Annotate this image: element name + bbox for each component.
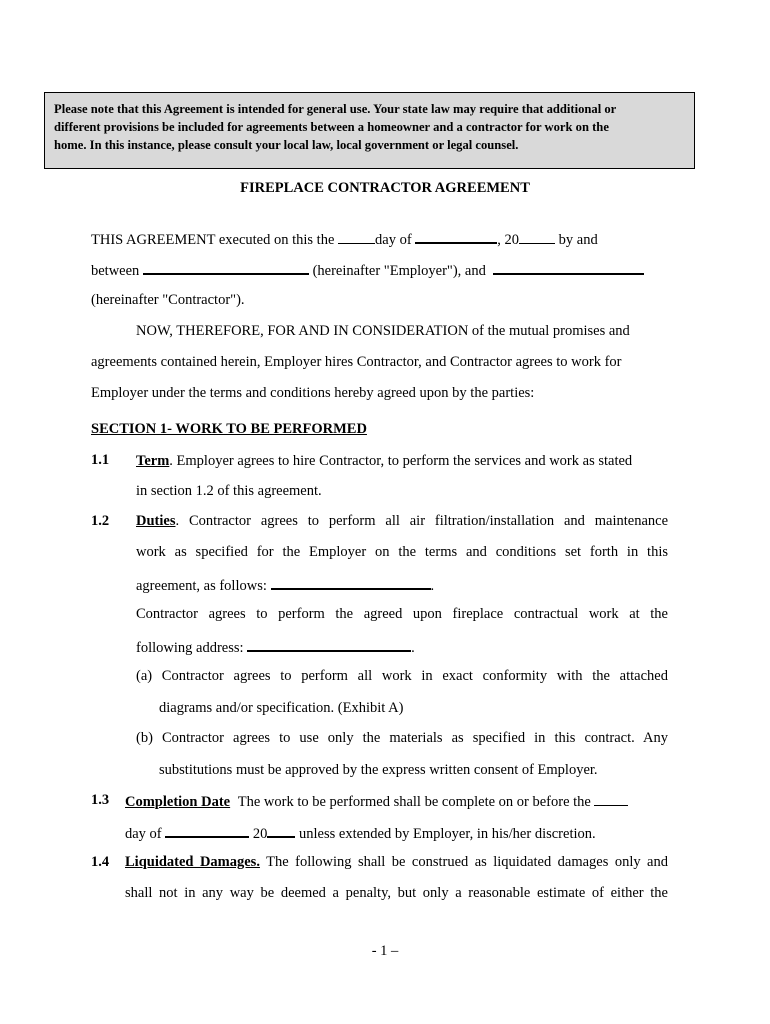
section-1-1-line-1	[136, 452, 632, 470]
section-1-2-line-4: Contractor agrees to perform the agreed upon fireplace contractual work at the	[136, 606, 668, 622]
section-term: Completion Date	[125, 794, 231, 810]
section-text: unless extended by Employer, in his/her discretion.	[299, 826, 596, 842]
section-text: agreement, as follows:	[136, 578, 267, 594]
section-text: 20	[252, 826, 268, 842]
intro-text: day of	[375, 232, 412, 248]
section-number: 1.3	[91, 792, 110, 808]
section-term: Term	[136, 453, 170, 469]
intro-line-3: (hereinafter "Contractor").	[91, 292, 245, 308]
section-1-4-line-1	[125, 854, 668, 871]
notice-line-3: home. In this instance, please consult your local law, local government or legal counsel.	[54, 138, 519, 152]
intro-text: between	[91, 263, 140, 279]
notice-line-1: Please note that this Agreement is intended for general use. Your state law may require that additional or	[54, 102, 617, 116]
intro-line-2	[91, 260, 644, 280]
section-number: 1.2	[91, 513, 110, 529]
section-1-2-b-line-2: substitutions must be approved by the express written consent of Employer.	[159, 762, 598, 778]
section-text: . Employer agrees to hire Contractor, to perform the services and work as stated	[169, 453, 633, 469]
section-1-2-a-line-1: (a) Contractor agrees to perform all work in exact conformity with the attached	[136, 668, 668, 684]
section-1-3-line-1	[125, 792, 628, 811]
work-address-blank[interactable]	[247, 637, 411, 652]
consideration-line-1: NOW, THEREFORE, FOR AND IN CONSIDERATION of the mutual promises and	[136, 323, 630, 339]
section-1-3-line-2	[125, 823, 596, 843]
section-text: The work to be performed shall be complete on or before the	[237, 794, 591, 810]
consideration-line-3: Employer under the terms and conditions hereby agreed upon by the parties:	[91, 385, 535, 401]
section-number: 1.4	[91, 854, 110, 870]
section-1-2-line-2: work as specified for the Employer on the terms and conditions set forth in this	[136, 544, 668, 560]
intro-text: , 20	[497, 232, 520, 248]
page-number: - 1 –	[371, 943, 399, 959]
section-term: Duties	[136, 513, 176, 529]
year-blank[interactable]	[519, 230, 555, 244]
consideration-line-2: agreements contained herein, Employer hires Contractor, and Contractor agrees to work for	[91, 354, 622, 370]
section-1-4-line-2: shall not in any way be deemed a penalty, but only a reasonable estimate of either the	[125, 885, 668, 901]
contractor-name-blank[interactable]	[493, 260, 644, 275]
intro-line-1	[91, 229, 598, 249]
section-text: The following shall be construed as liquidated damages only and	[266, 854, 668, 870]
completion-year-blank[interactable]	[267, 823, 295, 838]
day-blank[interactable]	[338, 230, 375, 244]
employer-name-blank[interactable]	[143, 260, 309, 275]
work-description-blank[interactable]	[271, 575, 431, 590]
intro-text: (hereinafter "Employer"), and	[312, 263, 486, 279]
section-1-2-b-line-1: (b) Contractor agrees to use only the materials as specified in this contract. Any	[136, 730, 668, 746]
section-1-2-line-3: agreement, as follows: .	[136, 575, 434, 595]
section-text: following address:	[136, 640, 244, 656]
month-blank[interactable]	[415, 229, 497, 244]
section-text: . Contractor agrees to perform all air filtration/installation and maintenance	[175, 513, 668, 529]
section-term: Liquidated Damages.	[125, 854, 260, 870]
section-number: 1.1	[91, 452, 110, 468]
section-1-heading: SECTION 1- WORK TO BE PERFORMED	[91, 421, 367, 437]
section-text: day of	[125, 826, 162, 842]
completion-day-blank[interactable]	[594, 792, 628, 806]
section-1-2-a-line-2: diagrams and/or specification. (Exhibit A)	[159, 700, 404, 716]
general-use-notice	[44, 92, 695, 169]
document-title: FIREPLACE CONTRACTOR AGREEMENT	[240, 180, 530, 196]
completion-month-blank[interactable]	[165, 823, 249, 838]
section-1-2-line-1	[136, 513, 668, 530]
section-1-2-line-5: following address: .	[136, 637, 415, 657]
intro-text: by and	[558, 232, 598, 248]
intro-text: THIS AGREEMENT executed on this the	[91, 232, 335, 248]
notice-line-2: different provisions be included for agreements between a homeowner and a contractor for work on the	[54, 120, 609, 134]
section-1-1-line-2: in section 1.2 of this agreement.	[136, 483, 322, 499]
